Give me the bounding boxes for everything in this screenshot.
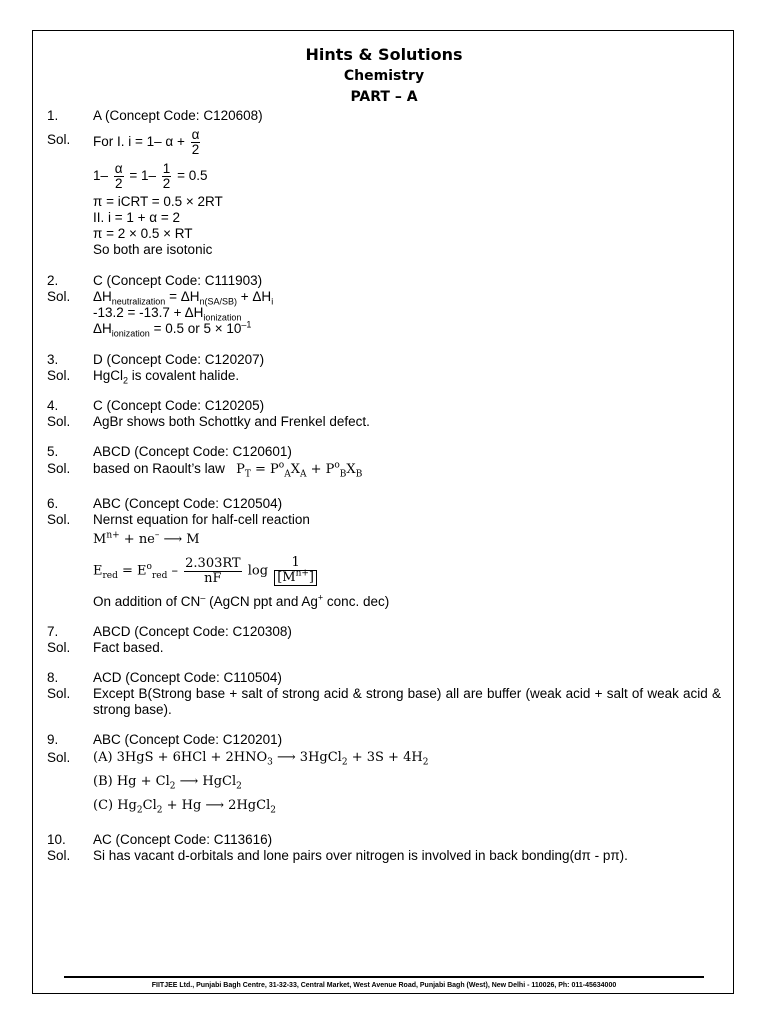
- subject-title: Chemistry: [343, 68, 425, 84]
- fraction: $\frac{\alpha}{2}$: [114, 161, 123, 191]
- sol-line: For I. i = 1– α +: [93, 134, 185, 150]
- fraction: $\frac{1}{[M^{n+}]}$: [274, 556, 317, 586]
- fraction: $\frac{\alpha}{2}$: [191, 127, 200, 157]
- sol-label: Sol.: [47, 132, 71, 147]
- fraction: $\frac{2.303RT}{nF}$: [185, 555, 241, 586]
- part-title: PART – A: [350, 89, 418, 105]
- footer-address: FIITJEE Ltd., Punjabi Bagh Centre, 31-32-33, Central Market, West Avenue Road, Punjabi Bagh (West), New Delhi - 110026, Ph: 011-45634000: [151, 982, 617, 989]
- raoult-equation: $P_T = P^o_AX_A + P^o_BX_B$: [236, 460, 363, 480]
- answer-text: A (Concept Code: C120608): [93, 108, 263, 123]
- question-number: 1.: [47, 108, 59, 123]
- footer-divider: [64, 976, 704, 978]
- page-title: Hints & Solutions: [305, 45, 463, 64]
- fraction: $\frac{1}{2}$: [162, 161, 171, 191]
